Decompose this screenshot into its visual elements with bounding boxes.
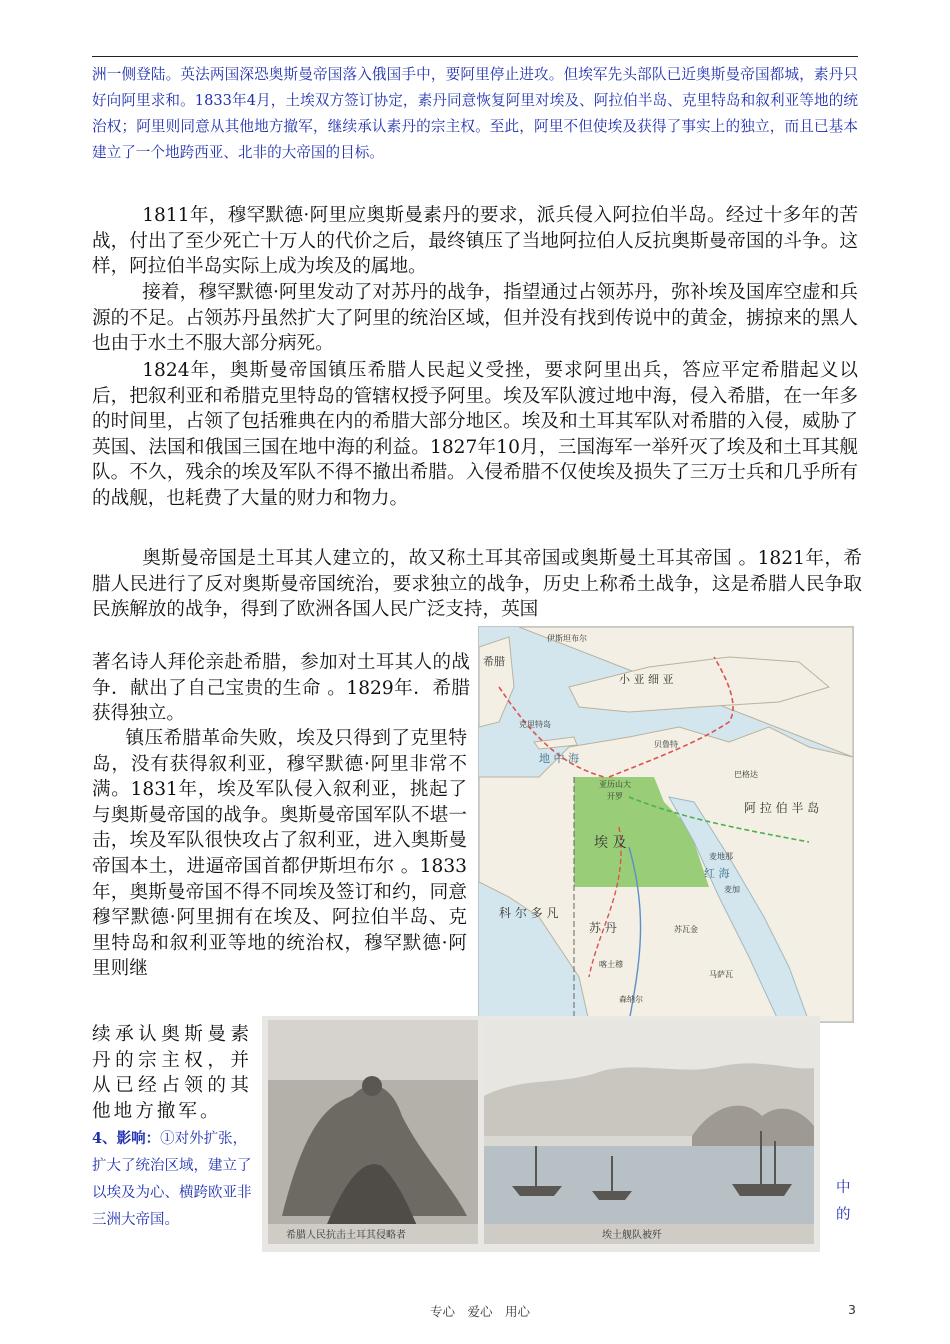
paragraph-withdrawal: 续承认奥斯曼素丹的宗主权，并从已经占领的其他地方撤军。 xyxy=(92,1024,252,1122)
expansion-map xyxy=(478,626,854,1023)
impact-section xyxy=(92,1125,252,1234)
page-footer: 专心 爱心 用心 xyxy=(429,1304,530,1319)
blue-intro-paragraph: 洲一侧登陆。英法两国深恐奥斯曼帝国落入俄国手中，要阿里停止进攻。但埃军先头部队已近奥斯曼帝国都城，素丹只好向阿里求和。1833年4月，土埃双方签订协定，素丹同意恢复阿里对埃及、阿拉伯半岛、克里特岛和叙利亚等地的统治权；阿里则同意从其他地方撤军，继续承认素丹的宗主权。至此，阿里不但使埃及获得了事实上的独立，而且已基本建立了一个地跨西亚、北非的大帝国的目标。 xyxy=(92,66,858,161)
label-beirut: 贝鲁特 xyxy=(654,740,678,749)
label-crete: 克里特岛 xyxy=(519,720,551,729)
photo-greek-resistance xyxy=(268,1020,478,1244)
caption-right: 埃土舰队被歼 xyxy=(602,1230,662,1241)
label-mecca: 麦加 xyxy=(724,885,740,894)
label-egypt: 埃 及 xyxy=(594,835,627,851)
label-sudan: 苏 丹 xyxy=(589,921,617,935)
paragraph-ottoman-greek-war: 奥斯曼帝国是土耳其人建立的，故又称土耳其帝国或奥斯曼土耳其帝国 。1821年，希腊人民进行了反对奥斯曼帝国统治，要求独立的战争，历史上称希土战争，这是希腊人民争取民族解放的战争，得到了欧洲各国人民广泛支持，英国 xyxy=(92,548,862,621)
label-asia-minor: 小 亚 细 亚 xyxy=(619,673,674,686)
map-svg xyxy=(479,627,853,1022)
impact-text: ①对外扩张，扩大了统治区域，建立了以埃及为心、横跨欧亚非三洲大帝国。 xyxy=(92,1131,252,1228)
label-cairo: 开罗 xyxy=(607,792,623,801)
page-number: 3 xyxy=(848,1302,856,1317)
label-arabia: 阿 拉 伯 半 岛 xyxy=(744,801,820,815)
photos-svg xyxy=(262,1016,820,1252)
header-rule xyxy=(92,56,858,57)
impact-heading: 4、影响： xyxy=(92,1130,161,1147)
label-istanbul: 伊斯坦布尔 xyxy=(547,634,587,643)
label-alexandria: 亚历山大 xyxy=(599,780,631,789)
paragraph-arabia-war: 1811年，穆罕默德·阿里应奥斯曼素丹的要求，派兵侵入阿拉伯半岛。经过十多年的苦战，付出了至少死亡十万人的代价之后，最终镇压了当地阿拉伯人反抗奥斯曼帝国的斗争。这样，阿拉伯半岛实际上成为埃及的属地。 xyxy=(92,205,858,278)
caption-left: 希腊人民抗击土耳其侵略者 xyxy=(286,1230,406,1241)
paragraph-syria-war: 镇压希腊革命失败，埃及只得到了克里特岛，没有获得叙利亚，穆罕默德·阿里非常不满。1831年，埃及军队侵入叙利亚，挑起了与奥斯曼帝国的战争。奥斯曼帝国军队不堪一击，埃及军队很快攻占了叙利亚，进入奥斯曼帝国本土，进逼帝国首都伊斯坦布尔 。1833年，奥斯曼帝国不得不同埃及签订和约，同意穆罕默德·阿里拥有在埃及、阿拉伯半岛、克里特岛和叙利亚等地的统治权，穆罕默德·阿里则继 xyxy=(92,728,467,980)
label-mediterranean: 地 中 海 xyxy=(539,752,579,765)
label-red-sea: 红 海 xyxy=(704,867,730,880)
paragraph-sudan-war: 接着，穆罕默德·阿里发动了对苏丹的战争，指望通过占领苏丹，弥补埃及国库空虚和兵源的不足。占领苏丹虽然扩大了阿里的统治区域，但并没有找到传说中的黄金，掳掠来的黑人也由于水土不服大部分病死。 xyxy=(92,282,858,355)
label-suakin: 苏瓦金 xyxy=(674,925,698,934)
label-kordofan: 科 尔 多 凡 xyxy=(499,906,559,920)
paragraph-greece-invasion: 1824年，奥斯曼帝国镇压希腊人民起义受挫，要求阿里出兵，答应平定希腊起义以后，把叙利亚和希腊克里特岛的管辖权授予阿里。埃及军队渡过地中海，侵入希腊，在一年多的时间里，占领了包括雅典在内的希腊大部分地区。埃及和土耳其军队对希腊的入侵，威胁了英国、法国和俄国三国在地中海的利益。1827年10月，三国海军一举歼灭了埃及和土耳其舰队。不久，残余的埃及军队不得不撤出希腊。入侵希腊不仅使埃及损失了三万士兵和几乎所有的战舰，也耗费了大量的财力和物力。 xyxy=(92,360,858,509)
photo-fleet-destroyed xyxy=(484,1020,814,1244)
label-sennar: 森纳尔 xyxy=(619,995,643,1004)
historical-photos xyxy=(262,1016,820,1252)
label-greece: 希腊 xyxy=(483,655,505,668)
label-khartoum: 喀土穆 xyxy=(599,960,623,969)
label-medina: 麦地那 xyxy=(709,852,733,861)
label-damascus: 巴格达 xyxy=(734,770,758,779)
label-massawa: 马萨瓦 xyxy=(709,970,733,979)
paragraph-byron: 著名诗人拜伦亲赴希腊，参加对土耳其人的战争．献出了自己宝贵的生命 。1829年．希腊获得独立。 xyxy=(92,652,470,725)
impact-side-text: 中的 xyxy=(836,1180,851,1223)
